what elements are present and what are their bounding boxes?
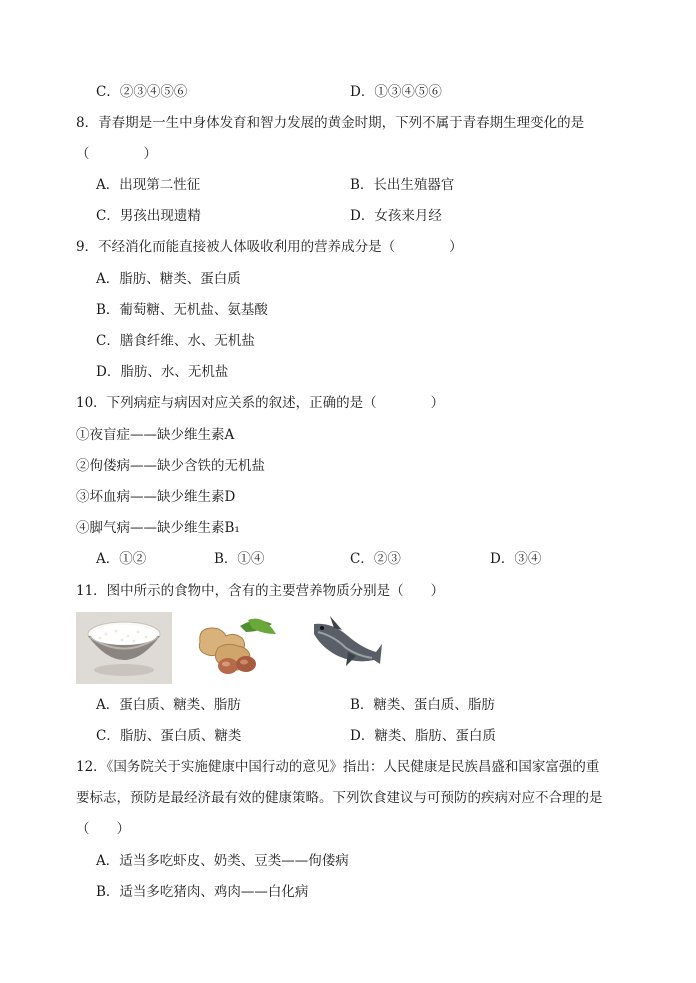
q8-blank: （ ） <box>76 146 157 162</box>
q11-option-a: A．蛋白质、糖类、脂肪 <box>96 697 241 713</box>
q10-option-c: C．②③ <box>350 551 401 567</box>
q10-stem: 10．下列病症与病因对应关系的叙述，正确的是（ ） <box>76 395 445 411</box>
q11-stem: 11．图中所示的食物中，含有的主要营养物质分别是（ ） <box>76 583 445 599</box>
q10-item-4: ④脚气病——缺少维生素B₁ <box>76 520 240 536</box>
q9-option-b: B．葡萄糖、无机盐、氨基酸 <box>96 302 268 318</box>
q7-option-c: C．②③④⑤⑥ <box>96 84 188 100</box>
q9-stem: 9．不经消化而能直接被人体吸收利用的营养成分是（ ） <box>76 239 463 255</box>
q9-option-a: A．脂肪、糖类、蛋白质 <box>96 271 241 287</box>
q10-item-1: ①夜盲症——缺少维生素A <box>76 427 235 443</box>
q10-option-d: D．③④ <box>490 551 542 567</box>
q10-option-b: B．①④ <box>214 551 265 567</box>
rice-bowl-image <box>76 612 172 684</box>
q12-stem-line-2: 要标志，预防是最经济最有效的健康策略。下列饮食建议与可预防的疾病对应不合理的是 <box>76 790 603 806</box>
q12-option-b: B．适当多吃猪肉、鸡肉——白化病 <box>96 884 309 900</box>
peanuts-image <box>190 612 280 682</box>
q7-option-d: D．①③④⑤⑥ <box>350 84 442 100</box>
q12-blank: （ ） <box>76 821 130 837</box>
q9-option-c: C．膳食纤维、水、无机盐 <box>96 333 255 349</box>
q11-option-d: D．糖类、脂肪、蛋白质 <box>350 728 496 744</box>
q12-option-a: A．适当多吃虾皮、奶类、豆类——佝偻病 <box>96 853 349 869</box>
q8-option-b: B．长出生殖器官 <box>350 177 455 193</box>
q8-option-a: A．出现第二性征 <box>96 177 201 193</box>
q11-option-c: C．脂肪、蛋白质、糖类 <box>96 728 242 744</box>
q9-option-d: D．脂肪、水、无机盐 <box>96 364 229 380</box>
q8-option-c: C．男孩出现遗精 <box>96 208 201 224</box>
q10-option-a: A．①② <box>96 551 147 567</box>
fish-image <box>304 612 384 674</box>
q11-option-b: B．糖类、蛋白质、脂肪 <box>350 697 495 713</box>
q12-stem-line-1: 12．《国务院关于实施健康中国行动的意见》指出：人民健康是民族昌盛和国家富强的重 <box>76 759 600 775</box>
q8-option-d: D．女孩来月经 <box>350 208 442 224</box>
q8-stem: 8．青春期是一生中身体发育和智力发展的黄金时期，下列不属于青春期生理变化的是 <box>76 115 585 131</box>
q10-item-3: ③坏血病——缺少维生素D <box>76 489 236 505</box>
q10-item-2: ②佝偻病——缺少含铁的无机盐 <box>76 458 265 474</box>
